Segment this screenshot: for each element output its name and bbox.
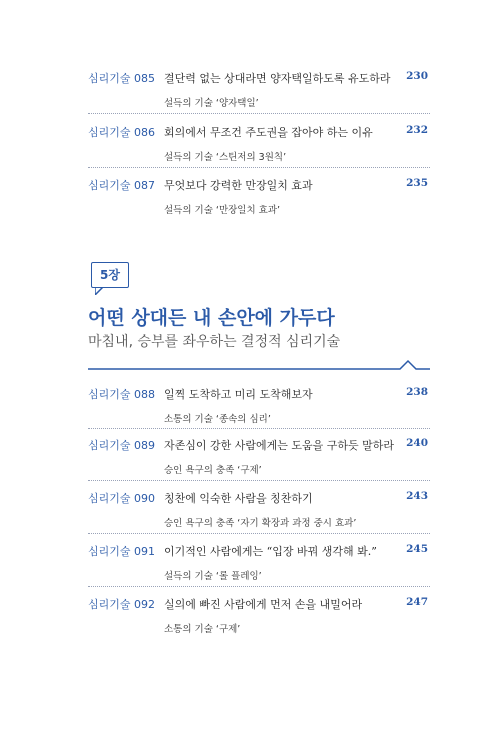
divider — [88, 480, 430, 481]
divider — [88, 167, 430, 168]
entry-subtitle: 설득의 기술 ‘롤 플레잉’ — [164, 571, 262, 582]
entry-subtitle: 소통의 기술 ‘종속의 심리’ — [164, 414, 271, 425]
entry-title: 일찍 도착하고 미리 도착해보자 — [164, 388, 313, 401]
badge-tail-icon — [95, 287, 105, 295]
chapter-badge: 5장 — [91, 262, 129, 288]
entry-title: 이기적인 사람에게는 “입장 바꿔 생각해 봐.” — [164, 545, 377, 558]
entry-number: 심리기술 091 — [88, 545, 155, 558]
entry-page: 243 — [406, 490, 428, 502]
divider — [88, 586, 430, 587]
entry-number: 심리기술 090 — [88, 492, 155, 505]
entry-number: 심리기술 089 — [88, 439, 155, 452]
entry-title: 회의에서 무조건 주도권을 잡아야 하는 이유 — [164, 126, 373, 139]
entry-subtitle: 승인 욕구의 충족 ‘구제’ — [164, 465, 262, 476]
entry-page: 235 — [406, 177, 428, 189]
entry-subtitle: 설득의 기술 ‘스틴저의 3원칙’ — [164, 152, 287, 163]
entry-subtitle: 설득의 기술 ‘만장일치 효과’ — [164, 205, 281, 216]
entry-title: 실의에 빠진 사람에게 먼저 손을 내밀어라 — [164, 598, 363, 611]
entry-subtitle: 승인 욕구의 충족 ‘자기 확장과 과정 중시 효과’ — [164, 518, 357, 529]
entry-page: 247 — [406, 596, 428, 608]
toc-entry — [0, 177, 500, 227]
chapter-title: 어떤 상대든 내 손안에 가두다 — [88, 307, 335, 329]
divider — [88, 533, 430, 534]
entry-page: 240 — [406, 437, 428, 449]
entry-number: 심리기술 092 — [88, 598, 155, 611]
divider — [88, 113, 430, 114]
entry-number: 심리기술 087 — [88, 179, 155, 192]
chapter-rule — [88, 356, 430, 370]
entry-number: 심리기술 088 — [88, 388, 155, 401]
entry-title: 결단력 없는 상대라면 양자택일하도록 유도하라 — [164, 72, 391, 85]
entry-number: 심리기술 086 — [88, 126, 155, 139]
toc-entry — [0, 596, 500, 646]
entry-subtitle: 설득의 기술 ‘양자택일’ — [164, 98, 259, 109]
entry-page: 238 — [406, 386, 428, 398]
entry-page: 245 — [406, 543, 428, 555]
entry-number: 심리기술 085 — [88, 72, 155, 85]
chapter-subtitle: 마침내, 승부를 좌우하는 결정적 심리기술 — [88, 334, 341, 350]
entry-subtitle: 소통의 기술 ‘구제’ — [164, 624, 241, 635]
entry-title: 칭찬에 익숙한 사람을 칭찬하기 — [164, 492, 313, 505]
entry-title: 자존심이 강한 사람에게는 도움을 구하듯 말하라 — [164, 439, 395, 452]
entry-title: 무엇보다 강력한 만장일치 효과 — [164, 179, 313, 192]
entry-page: 232 — [406, 124, 428, 136]
entry-page: 230 — [406, 70, 428, 82]
divider — [88, 428, 430, 429]
